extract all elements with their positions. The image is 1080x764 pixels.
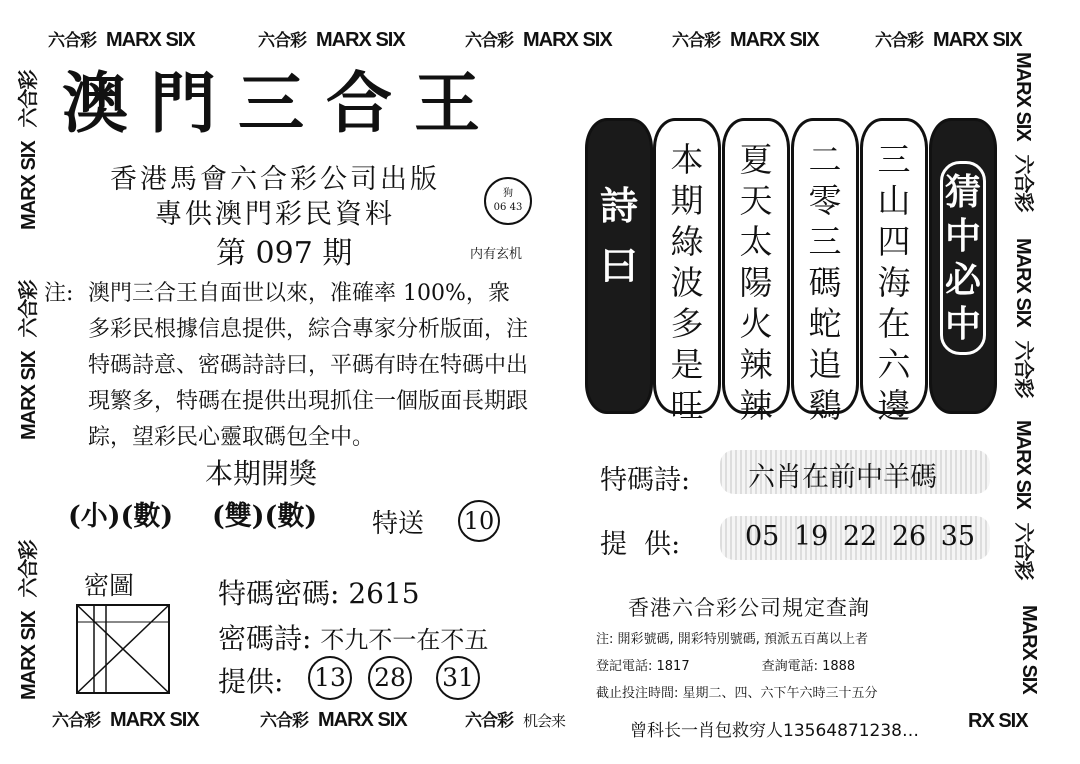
provide-number-2: 28 xyxy=(368,656,412,700)
watermark-bottom-2: 六合彩 MARX SIX xyxy=(260,709,407,731)
draw-double: 雙 xyxy=(224,501,252,532)
footer-tail: RX SIX xyxy=(968,710,1028,732)
poem-col-1: 本期綠波多是旺 xyxy=(670,140,704,425)
scroll-col-1 xyxy=(653,118,721,425)
watermark-top-1: 六合彩 MARX SIX xyxy=(48,29,195,51)
special-number: 10 xyxy=(458,500,500,542)
poem-col-3: 二零三碼蛇追鷄 xyxy=(808,140,842,425)
code-provide-label: 提供: xyxy=(218,665,284,698)
footer-text: 曾科长一肖包救穷人13564871238… xyxy=(630,721,919,741)
rules-block xyxy=(596,626,1006,707)
watermark-left-1: MARX SIX 六合彩 xyxy=(18,70,40,230)
page-title: 澳門三合王 xyxy=(62,64,502,142)
scroll-right xyxy=(929,118,997,414)
watermark-top-3: 六合彩 MARX SIX xyxy=(465,29,612,51)
watermark-right-3: MARX SIX 六合彩 xyxy=(1012,420,1034,580)
code-poem-label: 密碼詩: xyxy=(218,622,312,655)
issue-number: 第 097 期 xyxy=(216,236,353,271)
draw-double-odd: (雙)(數) xyxy=(212,501,318,532)
rules-line-3: 截止投注時間: 星期二、四、六下午六時三十五分 xyxy=(596,686,878,701)
code-row xyxy=(218,572,420,612)
mitu-diagram xyxy=(76,604,170,694)
note-text: 澳門三合王自面世以來，准確率 100%，衆多彩民根據信息提供，綜合專家分析版面，注特碼詩意、密碼詩詩曰，平碼有時在特碼中出現繁多，特碼在提供出現抓住一個版面長期跟踪，望彩民心靈取碼包全中。 xyxy=(88,281,529,450)
special-label: 特送 xyxy=(372,509,425,539)
watermark-right-2: MARX SIX 六合彩 xyxy=(1012,238,1034,398)
watermark-right-1: MARX SIX 六合彩 xyxy=(1012,52,1034,212)
special-poem-text: 六肖在前中羊碼 xyxy=(748,462,937,493)
provide-numbers: 05 19 22 26 35 xyxy=(745,521,976,552)
watermark-right-4: MARX SIX xyxy=(1018,605,1040,694)
draw-num-1: 數 xyxy=(133,501,161,532)
watermark-left-3: MARX SIX 六合彩 xyxy=(18,540,40,700)
rules-line-1: 注: 開彩號碼, 開彩特別號碼, 預派五百萬以上者 xyxy=(596,632,869,647)
draw-small-odd: (小)(數) xyxy=(68,501,174,532)
provide-label: 提 供: xyxy=(600,529,681,560)
watermark-top-5: 六合彩 MARX SIX xyxy=(875,29,1022,51)
publisher-line-1: 香港馬會六合彩公司出版 xyxy=(110,164,440,195)
inner-note: 内有玄机 xyxy=(470,247,523,262)
rules-heading: 香港六合彩公司規定查詢 xyxy=(628,596,870,620)
draw-heading: 本期開獎 xyxy=(205,457,318,490)
badge-numbers: 06 43 xyxy=(493,202,523,213)
register-phone: 登記電話: 1817 xyxy=(596,659,690,674)
zodiac-badge xyxy=(484,177,532,225)
provide-number-3: 31 xyxy=(436,656,480,700)
scroll-col-2 xyxy=(722,118,790,425)
mitu-label: 密圖 xyxy=(84,571,135,600)
code-label: 特碼密碼: xyxy=(218,577,340,610)
watermark-bottom-3: 六合彩 机会来 xyxy=(465,711,566,730)
scroll-col-3 xyxy=(791,118,859,425)
watermark-top-2: 六合彩 MARX SIX xyxy=(258,29,405,51)
code-poem-row xyxy=(218,617,488,657)
poem-col-2: 夏天太陽火辣辣 xyxy=(739,140,773,425)
rules-line-2 xyxy=(596,653,1006,680)
publisher-line-2: 專供澳門彩民資料 xyxy=(155,199,395,230)
watermark-left-2: MARX SIX 六合彩 xyxy=(18,280,40,440)
badge-animal: 狗 xyxy=(503,188,513,199)
provide-number-1: 13 xyxy=(308,656,352,700)
poem-col-4: 三山四海在六邊 xyxy=(877,140,911,425)
poem-say-label: 詩曰 xyxy=(599,183,638,288)
draw-num-2: 數 xyxy=(277,501,305,532)
watermark-bottom-1: 六合彩 MARX SIX xyxy=(52,709,199,731)
scroll-col-4 xyxy=(860,118,928,425)
bottom-extra: 机会来 xyxy=(523,712,566,730)
scroll-left xyxy=(585,118,653,414)
special-poem-label: 特碼詩: xyxy=(600,465,691,496)
draw-small: 小 xyxy=(80,501,108,532)
code-value: 2615 xyxy=(348,577,420,610)
query-phone: 查詢電話: 1888 xyxy=(761,659,856,674)
watermark-top-4: 六合彩 MARX SIX xyxy=(672,29,819,51)
note-prefix: 注: xyxy=(44,281,74,306)
guess-win-label: 猜中必中 xyxy=(940,161,986,355)
code-poem: 不九不一在不五 xyxy=(320,626,489,654)
